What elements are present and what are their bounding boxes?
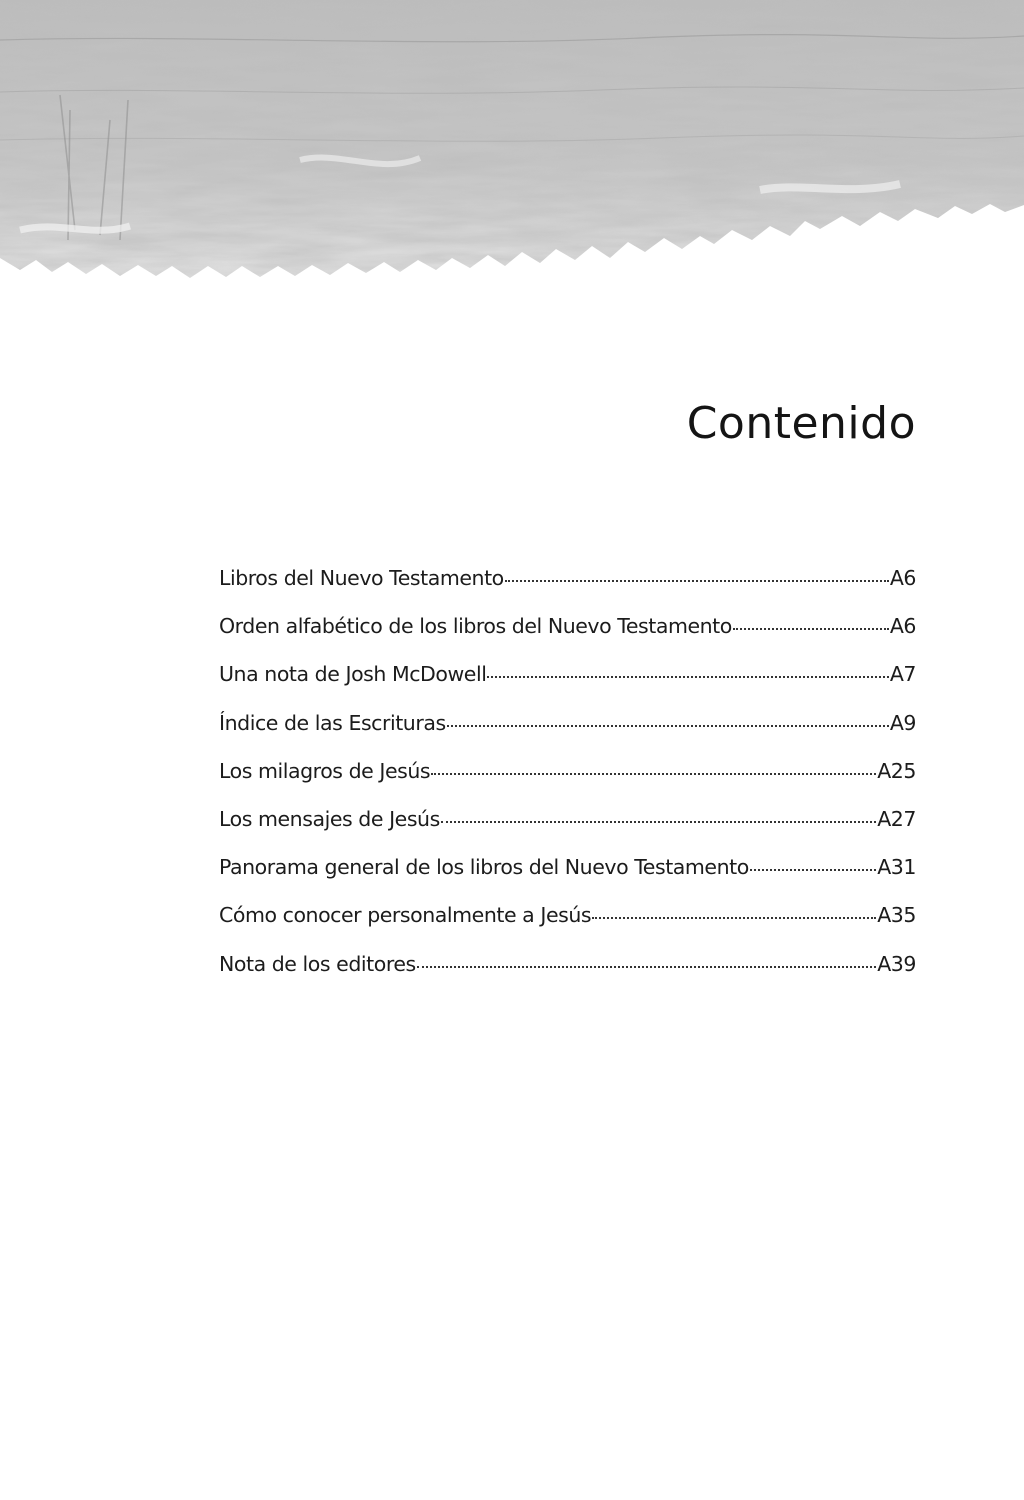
- toc-entry[interactable]: [219, 566, 916, 614]
- toc-entry[interactable]: [219, 662, 916, 710]
- toc-entry-page: A6: [889, 566, 916, 590]
- dot-leader: [733, 628, 889, 630]
- toc-entry[interactable]: [219, 711, 916, 759]
- toc-entry-title: Panorama general de los libros del Nuevo Testamento: [219, 855, 749, 880]
- toc-entry-page: A6: [889, 614, 916, 639]
- dot-leader: [592, 917, 876, 919]
- dot-leader: [447, 725, 889, 727]
- dot-leader: [505, 580, 889, 582]
- dot-leader: [417, 966, 876, 968]
- toc-entry-title: Orden alfabético de los libros del Nuevo Testamento: [219, 614, 732, 639]
- toc-entry-page: A35: [877, 903, 916, 928]
- toc-entry-title: Los milagros de Jesús: [219, 758, 431, 783]
- toc-entry-title: Índice de las Escrituras: [219, 710, 446, 735]
- toc-entry[interactable]: [219, 807, 916, 855]
- toc-entry-title: Nota de los editores: [219, 951, 416, 976]
- toc-entry[interactable]: [219, 855, 916, 903]
- dot-leader: [750, 869, 876, 871]
- toc-entry-page: A27: [877, 806, 916, 831]
- toc-entry-page: A7: [889, 662, 916, 687]
- toc-entry-title: Cómo conocer personalmente a Jesús: [219, 903, 592, 928]
- toc-entry-title: Los mensajes de Jesús: [219, 806, 440, 831]
- page-title: Contenido: [686, 398, 916, 449]
- toc-entry[interactable]: [219, 952, 916, 1000]
- dot-leader: [487, 676, 888, 678]
- toc-entry-page: A9: [889, 710, 916, 735]
- toc-entry-page: A39: [877, 951, 916, 976]
- dot-leader: [431, 773, 876, 775]
- toc-entry[interactable]: [219, 759, 916, 807]
- toc-entry[interactable]: [219, 903, 916, 951]
- toc-entry-title: Una nota de Josh McDowell: [219, 662, 487, 687]
- toc-entry[interactable]: [219, 614, 916, 662]
- toc-entry-page: A25: [877, 758, 916, 783]
- dot-leader: [441, 821, 876, 823]
- table-of-contents: [219, 566, 916, 1000]
- grunge-header-texture: [0, 0, 1024, 300]
- toc-entry-page: A31: [877, 855, 916, 880]
- toc-entry-title: Libros del Nuevo Testamento: [219, 566, 504, 590]
